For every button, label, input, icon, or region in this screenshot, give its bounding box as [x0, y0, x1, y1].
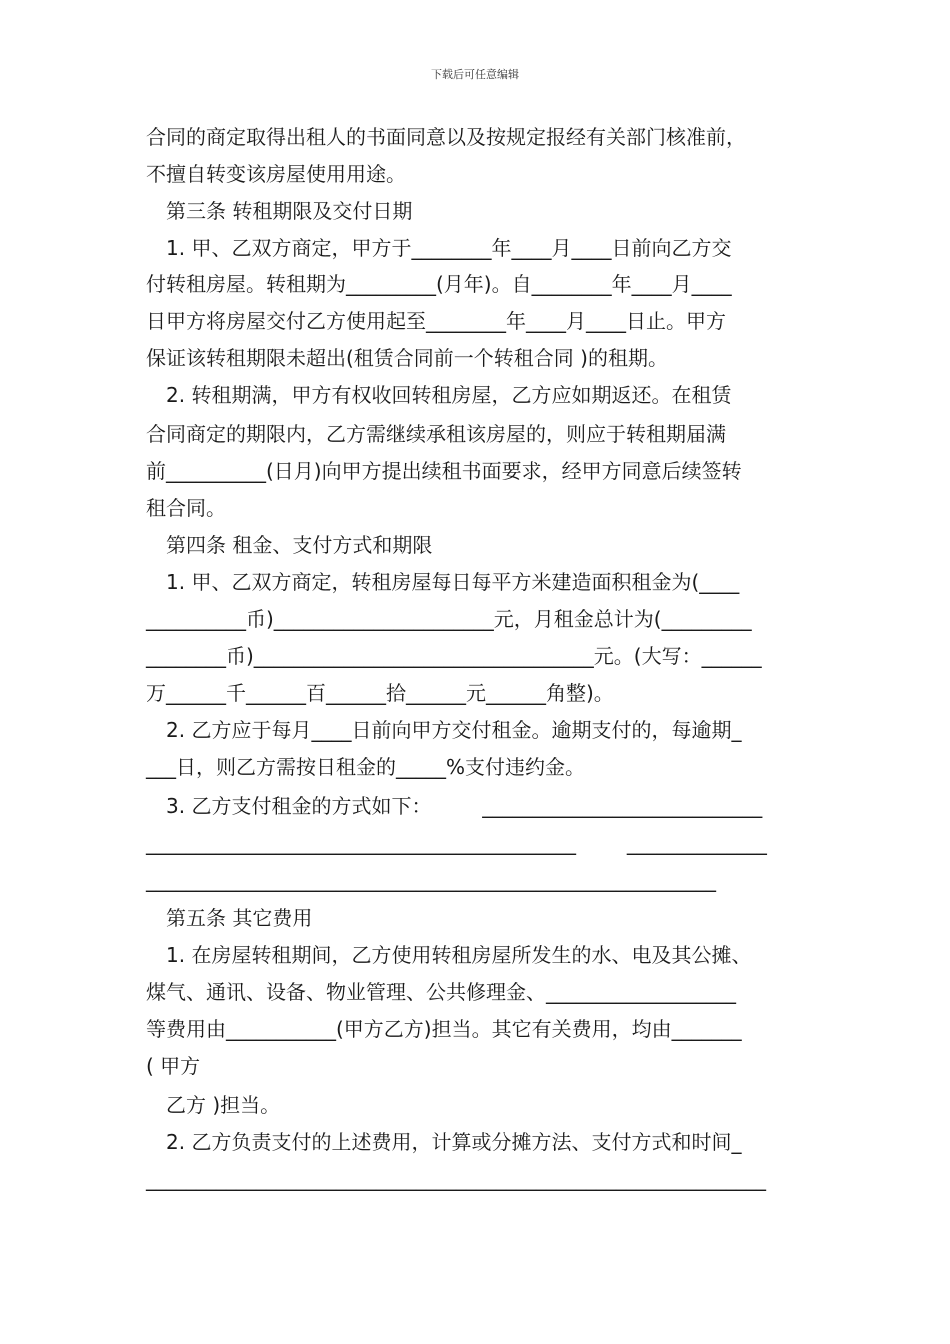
body-line: 1. 在房屋转租期间，乙方使用转租房屋所发生的水、电及其公摊、	[166, 943, 752, 967]
body-line: 保证该转租期限未超出(租赁合同前一个转租合同 )的租期。	[146, 346, 668, 370]
body-line: 合同的商定取得出租人的书面同意以及按规定报经有关部门核准前，	[146, 125, 746, 149]
body-line: 1. 甲、乙双方商定，转租房屋每日每平方米建造面积租金为(____	[166, 570, 740, 594]
section-heading: 第四条 租金、支付方式和期限	[166, 533, 433, 557]
body-line: 1. 甲、乙双方商定，甲方于________年____月____日前向乙方交	[166, 236, 732, 260]
section-heading: 第三条 转租期限及交付日期	[166, 199, 413, 223]
body-line: _________________________________________________________	[146, 868, 716, 892]
body-line: __________币)______________________元，月租金总计为(_________	[146, 607, 752, 631]
body-line: 等费用由___________(甲方乙方)担当。其它有关费用，均由_______	[146, 1017, 742, 1041]
body-line: 合同商定的期限内，乙方需继续承租该房屋的，则应于转租期届满	[146, 422, 726, 446]
body-line: 不擅自转变该房屋使用用途。	[146, 162, 406, 186]
body-line: 2. 乙方负责支付的上述费用，计算或分摊方法、支付方式和时间_	[166, 1130, 742, 1154]
body-line: 前__________(日月)向甲方提出续租书面要求，经甲方同意后续签转	[146, 459, 742, 483]
body-line: 2. 乙方应于每月____日前向甲方交付租金。逾期支付的，每逾期_	[166, 718, 742, 742]
body-line: 万______千______百______拾______元______角整)。	[146, 681, 614, 705]
body-line: 3. 乙方支付租金的方式如下： ____________________________	[166, 794, 763, 818]
body-line: ___日，则乙方需按日租金的_____%支付违约金。	[146, 755, 586, 779]
body-line: 租合同。	[146, 496, 226, 520]
body-line: 煤气、通讯、设备、物业管理、公共修理金、___________________	[146, 980, 736, 1004]
body-line: 付转租房屋。转租期为_________(月年)。自________年____月____	[146, 272, 732, 296]
section-heading: 第五条 其它费用	[166, 906, 313, 930]
body-line: ______________________________________________________________	[146, 1167, 766, 1191]
body-line: 乙方 )担当。	[166, 1093, 281, 1117]
page-header: 下载后可任意编辑	[431, 68, 519, 81]
body-line: 日甲方将房屋交付乙方使用起至________年____月____日止。甲方	[146, 309, 726, 333]
body-line: 2. 转租期满，甲方有权收回转租房屋，乙方应如期返还。在租赁	[166, 383, 732, 407]
body-line: ( 甲方	[146, 1054, 201, 1078]
body-line: ________币)__________________________________元。(大写：______	[146, 644, 762, 668]
body-line: ___________________________________________ ______________	[146, 831, 767, 855]
